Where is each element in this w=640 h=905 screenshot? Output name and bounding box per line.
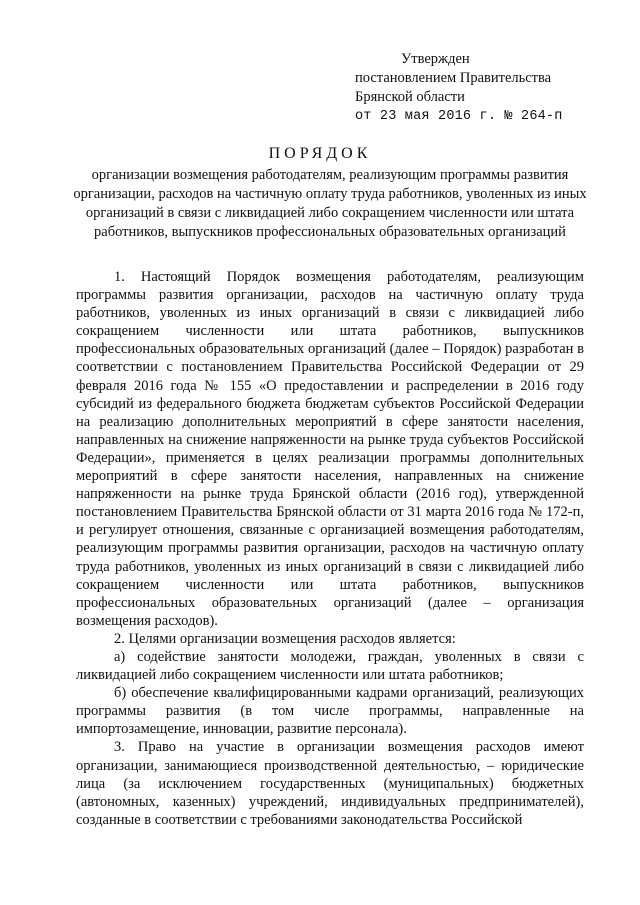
approval-line-region: Брянской области xyxy=(355,89,465,105)
document-body xyxy=(76,268,584,829)
document-subtitle: организации возмещения работодателям, реализующим программы развития организации, расходов на частичную оплату труда работников, уволенных из иных организаций в связи с ликвидацией либо сокращением численности или штата работников, выпускников профессиональных образовательных организаций xyxy=(73,167,587,240)
paragraph-2b: б) обеспечение квалифицированными кадрами организаций, реализующих программы развития (в том числе программы, направленные на импортозамещение, инновации, развитие персонала). xyxy=(76,685,584,738)
paragraph-2a: а) содействие занятости молодежи, граждан, уволенных в связи с ликвидацией либо сокращением численности или штата работников; xyxy=(76,648,584,684)
approval-date-number: от 23 мая 2016 г. № 264-п xyxy=(355,109,563,124)
document-title: ПОРЯДОК xyxy=(268,145,372,162)
paragraph-2: 2. Целями организации возмещения расходов является: xyxy=(114,630,456,647)
paragraph-1: 1. Настоящий Порядок возмещения работодателям, реализующим программы развития организации, расходов на частичную оплату труда работников, уволенных из иных организаций в связи с ликвидацией либо сокращением численности или штата работников, выпускников профессиональных образовательных организаций (далее – Порядок) разработан в соответствии с постановлением Правительства Российской Федерации от 29 февраля 2016 года № 155 «О предоставлении и распределении в 2016 году субсидий из федерального бюджета бюджетам субъектов Российской Федерации на реализацию дополнительных мероприятий в сфере занятости населения, направленных на снижение напряженности на рынке труда субъектов Российской Федерации», применяется в целях реализации программы дополнительных мероприятий в сфере занятости населения, направленных на снижение напряженности на рынке труда Брянской области (2016 год), утвержденной постановлением Правительства Брянской области от 31 марта 2016 года № 172-п, и регулирует отношения, связанные с организацией возмещения работодателям, реализующим программы развития организации, расходов на частичную оплату труда работников, уволенных из иных организаций в связи с ликвидацией либо сокращением численности или штата работников, выпускников профессиональных образовательных организаций (далее – организация возмещения расходов). xyxy=(76,269,584,629)
approval-line-decree: постановлением Правительства xyxy=(355,70,552,86)
approval-line-approved: Утвержден xyxy=(401,51,470,67)
paragraph-3: 3. Право на участие в организации возмещения расходов имеют организации, занимающиеся производственной деятельностью, – юридические лица (за исключением государственных (муниципальных) бюджетных (автономных, казенных) учреждений, индивидуальных предпринимателей), созданные в соответствии с требованиями законодательства Российской xyxy=(76,739,584,828)
approval-stamp-block xyxy=(355,50,625,126)
